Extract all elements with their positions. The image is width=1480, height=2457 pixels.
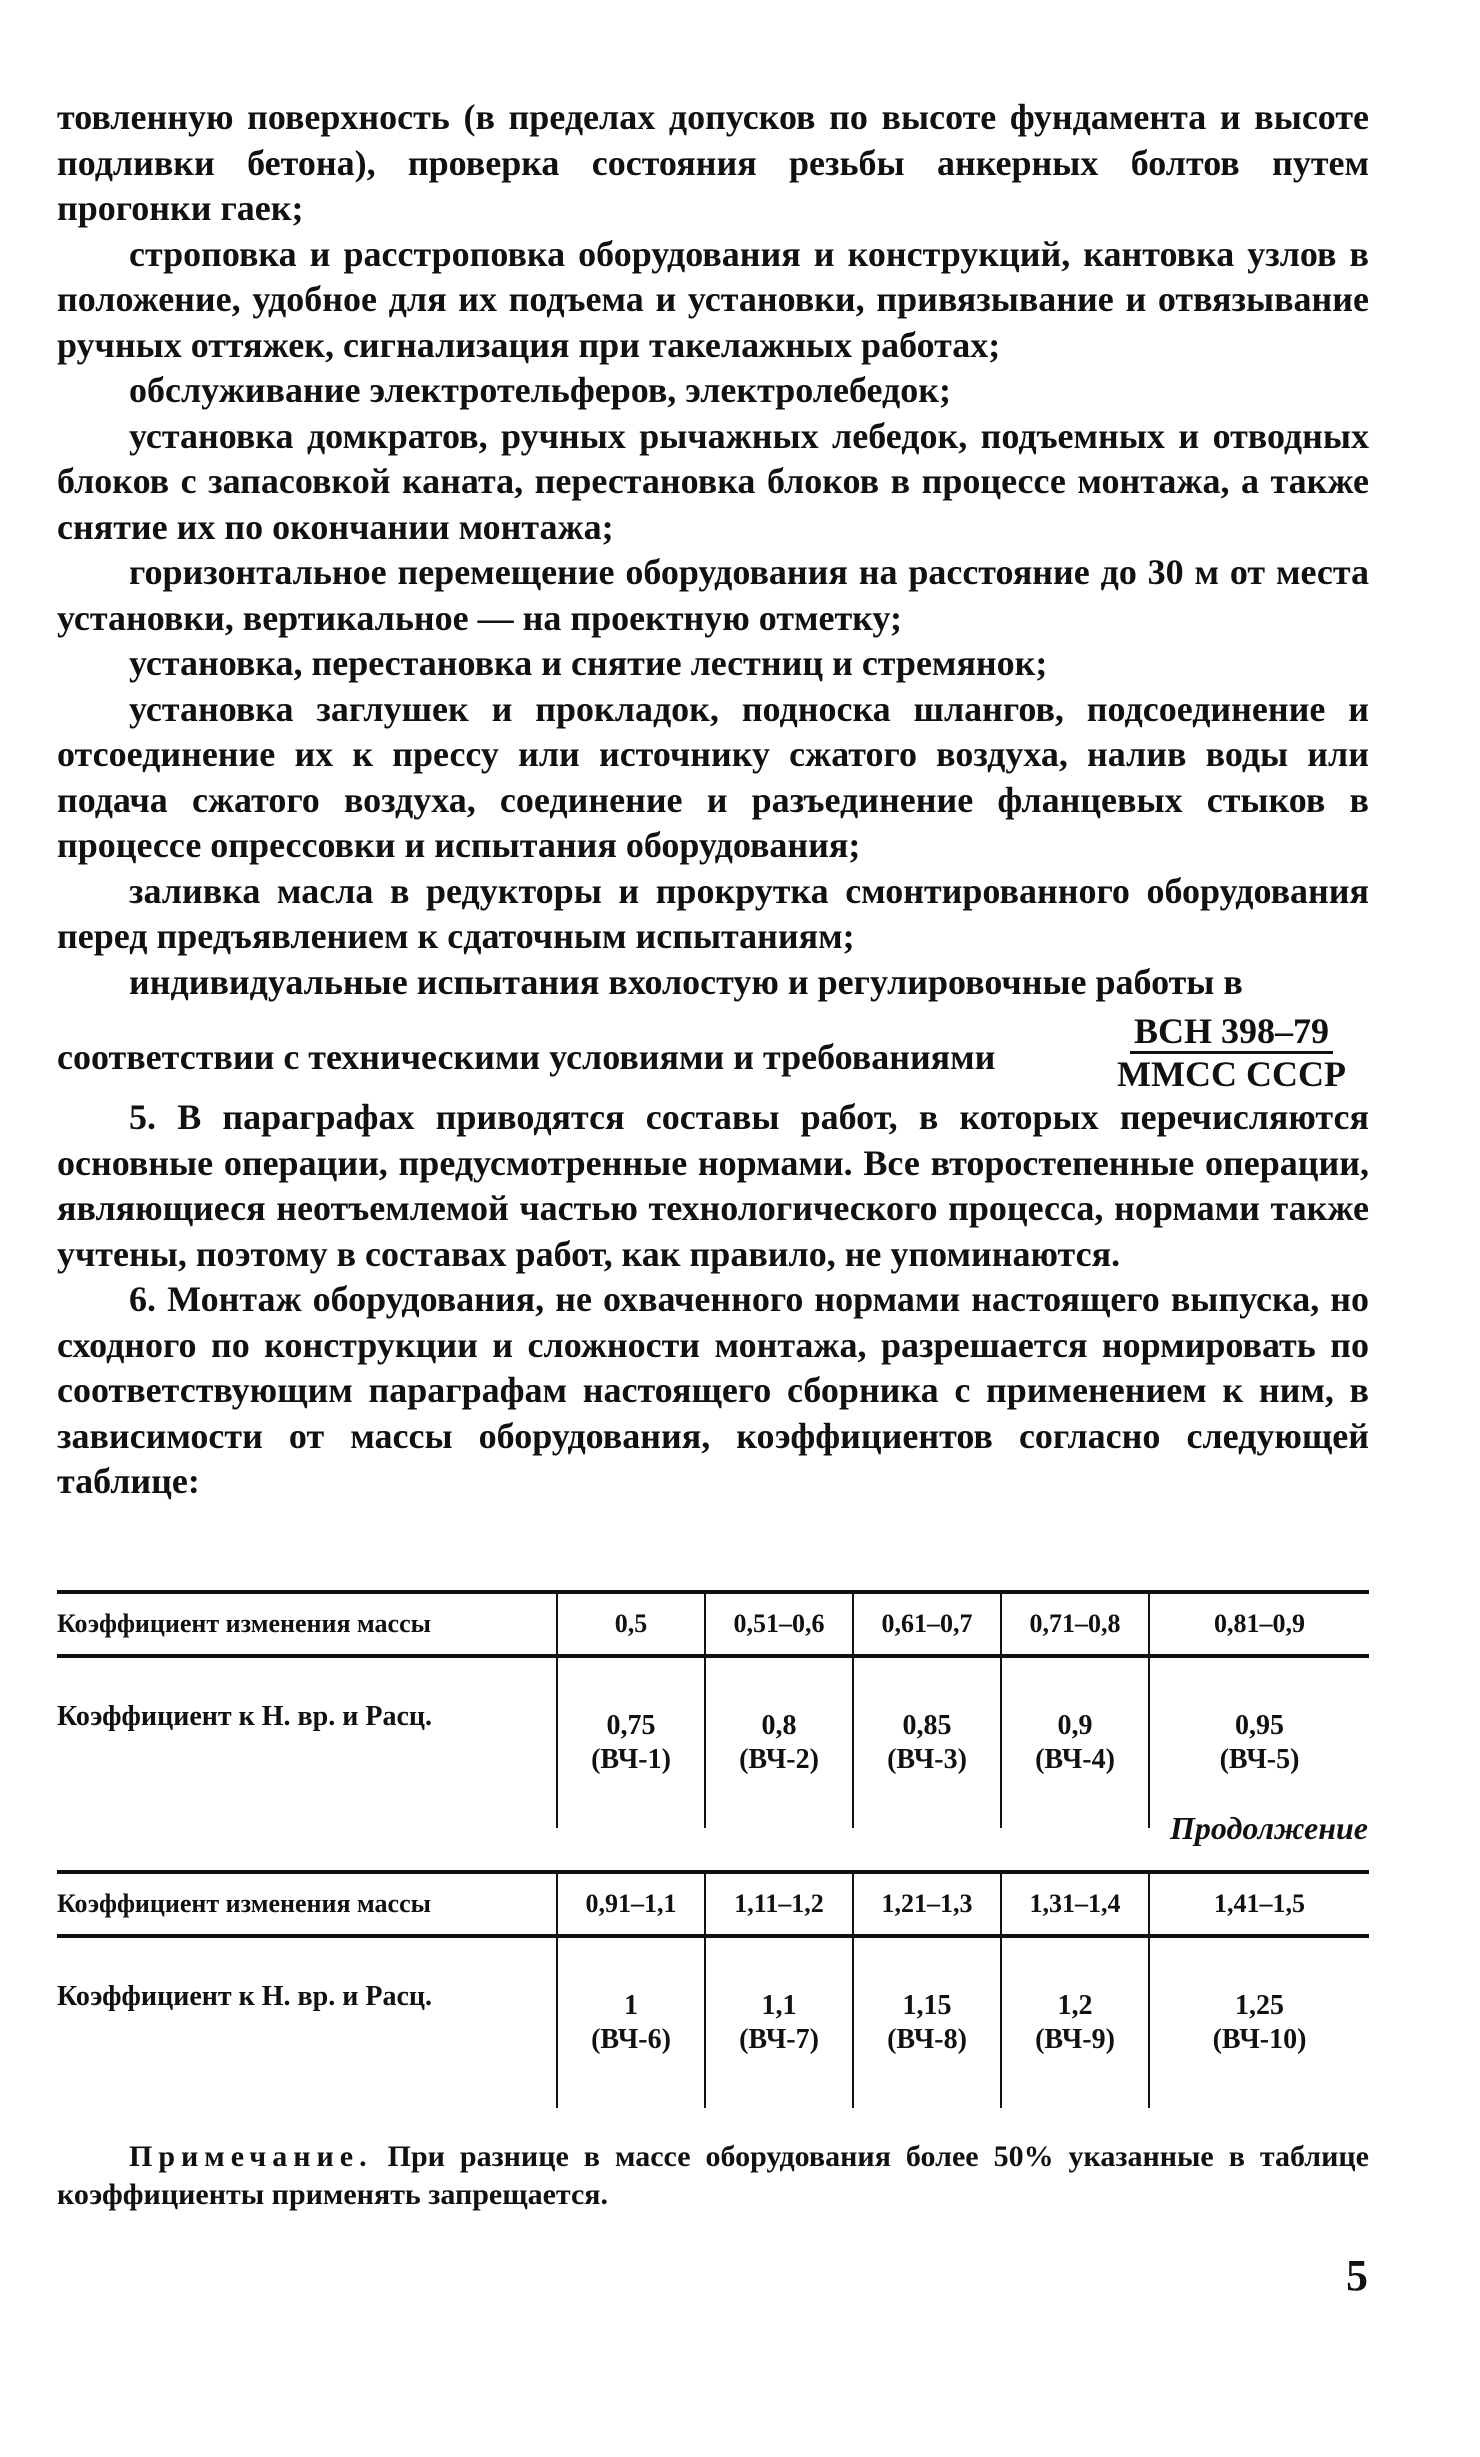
table-cell-mass: 0,5 bbox=[557, 1592, 705, 1656]
row-label-mass: Коэффициент изменения массы bbox=[57, 1592, 557, 1656]
standard-reference-line bbox=[57, 1005, 1369, 1095]
paragraph-6: установка, перестановка и снятие лестниц и стремянок; bbox=[129, 643, 1048, 683]
coefficient-code: (ВЧ-8) bbox=[887, 2024, 967, 2055]
coefficient-value: 0,75 bbox=[606, 1710, 656, 1741]
table-row-coefficient bbox=[57, 1936, 1369, 2108]
paragraph-2: строповка и расстроповка оборудования и конструкций, кантовка узлов в положение, удобное для их подъема и установки, привязывание и отвязывание ручных оттяжек, сигнализация при такелажных работах; bbox=[57, 233, 1369, 365]
table-cell-coefficient bbox=[557, 1936, 705, 2108]
coefficient-code: (ВЧ-10) bbox=[1212, 2024, 1307, 2055]
coefficient-value: 1,25 bbox=[1235, 1990, 1284, 2021]
table-cell-mass: 0,71–0,8 bbox=[1001, 1592, 1149, 1656]
table-row-mass bbox=[57, 1592, 1369, 1656]
row-label-coefficient: Коэффициент к Н. вр. и Расц. bbox=[57, 1981, 433, 2012]
note-text: При разнице в массе оборудования более 50% указанные в таблице коэффициенты применять запрещается. bbox=[57, 2140, 1369, 2211]
page-number: 5 bbox=[1346, 2251, 1368, 2300]
fraction-denominator: ММСС СССР bbox=[1117, 1054, 1346, 1094]
coefficient-value: 0,9 bbox=[1057, 1710, 1093, 1741]
coefficient-code: (ВЧ-4) bbox=[1035, 1744, 1115, 1775]
continued-label: Продолжение bbox=[1170, 1810, 1368, 1846]
table-cell-coefficient bbox=[853, 1656, 1001, 1828]
coefficient-value: 1,2 bbox=[1057, 1990, 1093, 2021]
body-text bbox=[57, 95, 1369, 1505]
paragraph-item-5: 5. В параграфах приводятся составы работ, в которых перечисляются основные операции, предусмотренные нормами. Все второстепенные операции, являющиеся неотъемлемой частью технологического процесса, нормами также учтены, поэтому в составах работ, как правило, не упоминаются. bbox=[57, 1097, 1369, 1274]
coefficient-code: (ВЧ-7) bbox=[739, 2024, 819, 2055]
note-label: Примечание. bbox=[129, 2140, 373, 2173]
table-cell-coefficient bbox=[705, 1936, 853, 2108]
paragraph-5: горизонтальное перемещение оборудования на расстояние до 30 м от места установки, вертикальное — на проектную отметку; bbox=[57, 552, 1369, 638]
coefficient-code: (ВЧ-2) bbox=[739, 1744, 819, 1775]
table-cell-coefficient bbox=[705, 1656, 853, 1828]
coefficient-code: (ВЧ-3) bbox=[887, 1744, 967, 1775]
table-cell-mass: 1,11–1,2 bbox=[705, 1872, 853, 1936]
table-cell-mass: 0,61–0,7 bbox=[853, 1592, 1001, 1656]
paragraph-item-6: 6. Монтаж оборудования, не охваченного нормами настоящего выпуска, но сходного по конструкции и сложности монтажа, разрешается нормировать по соответствующим параграфам настоящего сборника с применением к ним, в зависимости от массы оборудования, коэффициентов согласно следующей таблице: bbox=[57, 1279, 1369, 1501]
table-cell-coefficient bbox=[853, 1936, 1001, 2108]
paragraph-1: товленную поверхность (в пределах допусков по высоте фундамента и высоте подливки бетона), проверка состояния резьбы анкерных болтов путем прогонки гаек; bbox=[57, 97, 1369, 228]
paragraph-9: индивидуальные испытания вхолостую и регулировочные работы в bbox=[129, 961, 1243, 1002]
table-cell-mass: 0,81–0,9 bbox=[1149, 1592, 1369, 1656]
table-cell-coefficient bbox=[1149, 1656, 1369, 1828]
coefficient-table-1 bbox=[57, 1590, 1369, 1828]
fraction-numerator: ВСН 398–79 bbox=[1130, 1011, 1333, 1054]
coefficient-code: (ВЧ-6) bbox=[591, 2024, 671, 2055]
paragraph-7: установка заглушек и прокладок, подноска шлангов, подсоединение и отсоединение их к прессу или источнику сжатого воздуха, налив воды или подача сжатого воздуха, соединение и разъединение фланцевых стыков в процессе опрессовки и испытания оборудования; bbox=[57, 688, 1369, 865]
coefficient-table-2 bbox=[57, 1870, 1369, 2108]
row-label-mass: Коэффициент изменения массы bbox=[57, 1872, 557, 1936]
table-cell-coefficient bbox=[1149, 1936, 1369, 2108]
standard-reference-fraction bbox=[1113, 1011, 1350, 1094]
coefficient-value: 1 bbox=[624, 1990, 638, 2021]
table-cell-mass: 0,51–0,6 bbox=[705, 1592, 853, 1656]
paragraph-9-continuation: соответствии с техническими условиями и требованиями bbox=[57, 1037, 996, 1077]
table-cell-coefficient bbox=[1001, 1656, 1149, 1828]
table-cell-coefficient bbox=[1001, 1936, 1149, 2108]
table-note bbox=[57, 2138, 1369, 2214]
table-cell-mass: 1,41–1,5 bbox=[1149, 1872, 1369, 1936]
table-row-coefficient bbox=[57, 1656, 1369, 1828]
coefficient-value: 0,95 bbox=[1235, 1710, 1284, 1741]
paragraph-4: установка домкратов, ручных рычажных лебедок, подъемных и отводных блоков с запасовкой каната, перестановка блоков в процессе монтажа, а также снятие их по окончании монтажа; bbox=[57, 415, 1369, 547]
coefficient-value: 1,15 bbox=[902, 1990, 952, 2021]
coefficient-value: 0,85 bbox=[902, 1710, 952, 1741]
coefficient-value: 0,8 bbox=[761, 1710, 797, 1741]
paragraph-8: заливка масла в редукторы и прокрутка смонтированного оборудования перед предъявлением к сдаточным испытаниям; bbox=[57, 870, 1369, 956]
coefficient-code: (ВЧ-1) bbox=[591, 1744, 671, 1775]
table-cell-mass: 0,91–1,1 bbox=[557, 1872, 705, 1936]
coefficient-code: (ВЧ-5) bbox=[1219, 1744, 1300, 1775]
row-label-coefficient: Коэффициент к Н. вр. и Расц. bbox=[57, 1701, 433, 1732]
table-cell-mass: 1,31–1,4 bbox=[1001, 1872, 1149, 1936]
paragraph-3: обслуживание электротельферов, электролебедок; bbox=[129, 370, 951, 410]
table-cell-mass: 1,21–1,3 bbox=[853, 1872, 1001, 1936]
coefficient-value: 1,1 bbox=[761, 1990, 797, 2021]
table-row-mass bbox=[57, 1872, 1369, 1936]
table-cell-coefficient bbox=[557, 1656, 705, 1828]
coefficient-code: (ВЧ-9) bbox=[1035, 2024, 1115, 2055]
